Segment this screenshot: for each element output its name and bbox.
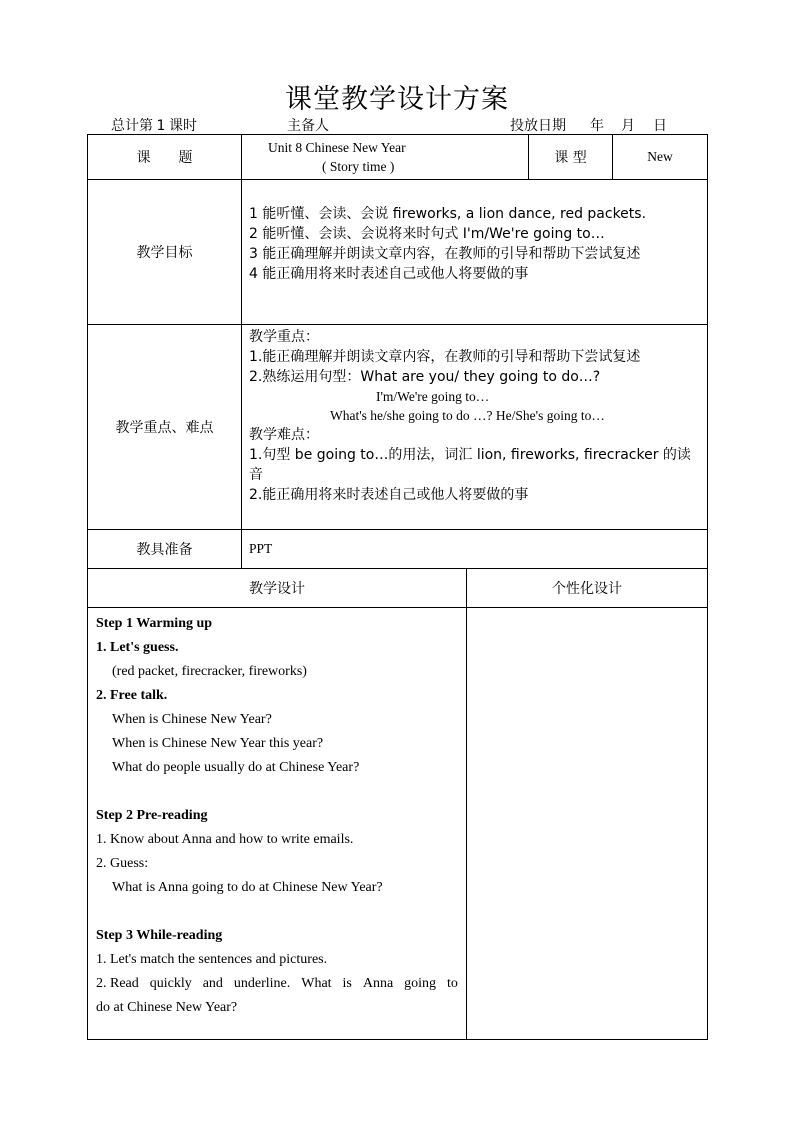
goals-label: 教学目标 [88, 180, 242, 325]
topic-row [88, 135, 708, 180]
type-label: 课 型 [529, 135, 613, 180]
lesson-count-prefix: 总计第 [111, 118, 153, 134]
step-3-word: What [301, 976, 332, 991]
lesson-count [111, 115, 197, 135]
step-3-word: to [447, 976, 458, 991]
tools-label: 教具准备 [88, 530, 242, 569]
step-1-item-1: 1. Let's guess. [96, 640, 179, 655]
goal-item: 1 能听懂、会读、会说 fireworks, a lion dance, red packets. [249, 206, 647, 222]
step-1-item-2: 2. Free talk. [96, 688, 168, 703]
topic-line-2: ( Story time ) [322, 159, 395, 174]
preparer-label: 主备人 [287, 118, 329, 134]
keypoints-content [242, 325, 708, 530]
date-label: 投放日期 [510, 118, 566, 134]
release-date [510, 115, 667, 135]
topic-label: 课 题 [88, 135, 242, 180]
type-value: New [613, 135, 708, 180]
focus-item-2: 2.熟练运用句型：What are you/ they going to do…? [249, 369, 601, 385]
personal-design-column-header: 个性化设计 [467, 569, 708, 608]
lesson-count-suffix: 课时 [169, 118, 197, 134]
date-year: 年 [590, 118, 604, 134]
date-month: 月 [621, 118, 635, 134]
step-3-item-2-cont: do at Chinese New Year? [96, 1000, 238, 1015]
step-3-word: and [202, 976, 223, 991]
free-talk-question: When is Chinese New Year this year? [112, 736, 324, 751]
step-2-question: What is Anna going to do at Chinese New Year? [112, 880, 383, 895]
tools-row [88, 530, 708, 569]
date-day: 日 [653, 118, 667, 134]
step-3-word: is [342, 976, 352, 991]
step-3-title: Step 3 While-reading [96, 928, 223, 943]
focus-title: 教学重点： [249, 329, 319, 345]
preparer-blank [329, 118, 401, 135]
design-header-row [88, 569, 708, 608]
topic-value [242, 135, 529, 180]
goal-item: 4 能正确用将来时表述自己或他人将要做的事 [249, 266, 529, 282]
spacer [96, 780, 458, 804]
goal-item: 3 能正确理解并朗读文章内容，在教师的引导和帮助下尝试复述 [249, 246, 641, 262]
tools-value: PPT [242, 530, 708, 569]
step-3-word: underline. [233, 976, 291, 991]
step-3-word: quickly [149, 976, 192, 991]
design-steps [88, 608, 467, 1040]
design-column-header: 教学设计 [88, 569, 467, 608]
step-2-title: Step 2 Pre-reading [96, 808, 208, 823]
step-3-word: going [404, 976, 437, 991]
difficulty-item-1-cont: 音 [249, 467, 263, 483]
lesson-design-table [87, 568, 708, 1040]
lesson-count-value: 1 [153, 118, 169, 135]
free-talk-question: When is Chinese New Year? [112, 712, 272, 727]
focus-item-2-pattern-c: What's he/she going to do …? He/She's going to… [330, 408, 605, 423]
difficulty-item-1: 1.句型 be going to…的用法，词汇 lion, fireworks, firecracker 的读 [249, 447, 691, 463]
step-2-item-2: 2. Guess: [96, 856, 149, 871]
page-title: 课堂教学设计方案 [285, 84, 509, 115]
difficulty-item-2: 2.能正确用将来时表述自己或他人将要做的事 [249, 487, 529, 503]
step-1-item-1-detail: (red packet, firecracker, fireworks) [112, 664, 307, 679]
free-talk-question: What do people usually do at Chinese Year? [112, 760, 360, 775]
goals-content [242, 180, 708, 325]
step-3-word: Anna [362, 976, 394, 991]
step-3-word: 2. Read [96, 976, 139, 991]
goal-item: 2 能听懂、会读、会说将来时句式 I'm/We're going to… [249, 226, 605, 242]
step-2-item-1: 1. Know about Anna and how to write emails. [96, 832, 354, 847]
personal-design-cell [467, 608, 708, 1040]
spacer [96, 900, 458, 924]
preparer [287, 115, 401, 135]
focus-item-2-pattern-b: I'm/We're going to… [376, 389, 490, 404]
step-3-item-2 [96, 972, 458, 996]
focus-item-1: 1.能正确理解并朗读文章内容，在教师的引导和帮助下尝试复述 [249, 349, 641, 365]
step-1-title: Step 1 Warming up [96, 616, 213, 631]
keypoints-row [88, 325, 708, 530]
lesson-info-table [87, 134, 708, 569]
difficulty-title: 教学难点： [249, 427, 319, 443]
topic-line-1: Unit 8 Chinese New Year [268, 140, 406, 155]
keypoints-label: 教学重点、难点 [88, 325, 242, 530]
goals-row [88, 180, 708, 325]
design-body-row [88, 608, 708, 1040]
step-3-item-1: 1. Let's match the sentences and pictures. [96, 952, 328, 967]
